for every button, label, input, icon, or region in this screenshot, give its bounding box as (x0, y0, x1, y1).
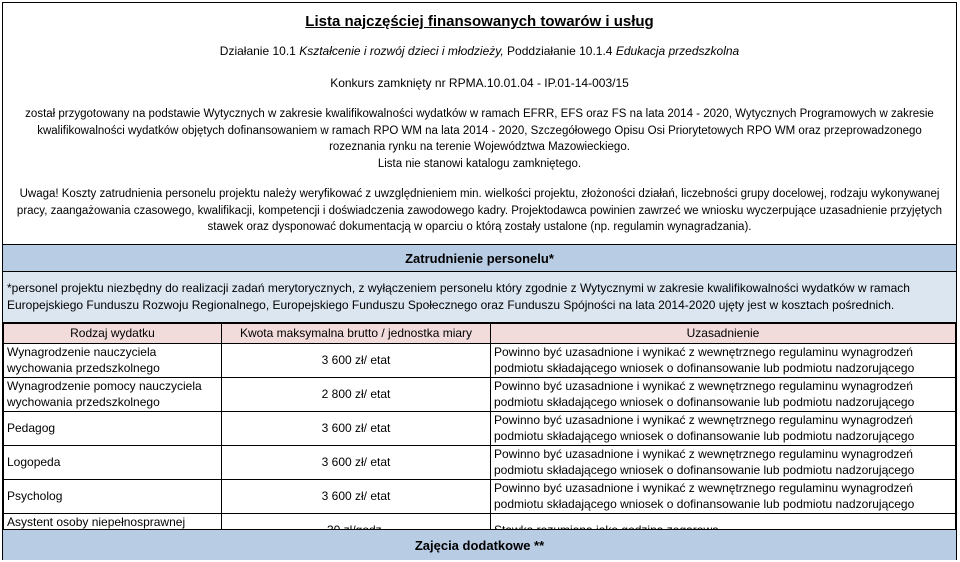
cell-type: Wynagrodzenie nauczyciela wychowania przedszkolnego (4, 344, 222, 378)
intro-text: został przygotowany na podstawie Wytycznych w zakresie kwalifikowalności wydatków w ramach EFRR, EFS oraz FS na lata 2014 - 2020, Wytycznych Programowych w zakresie kwalifikowalności wydatków objętych dofinansowaniem w ramach RPO WM na lata 2014 - 2020, Szczegółowego Opisu Osi Priorytetowych RPO WM oraz przeprowadzonego rozeznania rynku na terenie Województwa Mazowieckiego. (25, 108, 934, 153)
cell-type: Logopeda (4, 446, 222, 480)
submeasure-prefix: Poddziałanie 10.1.4 (507, 44, 613, 58)
cost-table (3, 323, 956, 548)
column-header: Uzasadnienie (491, 324, 956, 344)
cell-reason: Powinno być uzasadnione i wynikać z wewnętrznego regulaminu wynagrodzeń podmiotu składającego wniosek o dofinansowanie lub podmiotu nadzorującego (491, 412, 956, 446)
table-row (4, 412, 956, 446)
cell-amount: 2 800 zł/ etat (222, 378, 491, 412)
submeasure-name: Edukacja przedszkolna (615, 44, 740, 58)
document-title: Lista najczęściej finansowanych towarów i usług (305, 13, 654, 30)
column-header: Rodzaj wydatku (4, 324, 222, 344)
cell-type: Wynagrodzenie pomocy nauczyciela wychowania przedszkolnego (4, 378, 222, 412)
measure-name: Kształcenie i rozwój dzieci i młodzieży, (299, 44, 504, 58)
cell-reason: Powinno być uzasadnione i wynikać z wewnętrznego regulaminu wynagrodzeń podmiotu składającego wniosek o dofinansowanie lub podmiotu nadzorującego (491, 344, 956, 378)
table-row (4, 446, 956, 480)
section-header-personnel: Zatrudnienie personelu* (3, 244, 956, 272)
measure-line (3, 43, 956, 59)
table-row (4, 378, 956, 412)
cell-reason: Powinno być uzasadnione i wynikać z wewnętrznego regulaminu wynagrodzeń podmiotu składającego wniosek o dofinansowanie lub podmiotu nadzorującego (491, 446, 956, 480)
cell-amount: 3 600 zł/ etat (222, 412, 491, 446)
intro-note: Lista nie stanowi katalogu zamkniętego. (377, 157, 582, 170)
cell-reason: Powinno być uzasadnione i wynikać z wewnętrznego regulaminu wynagrodzeń podmiotu składającego wniosek o dofinansowanie lub podmiotu nadzorującego (491, 378, 956, 412)
cell-type: Pedagog (4, 412, 222, 446)
table-row (4, 344, 956, 378)
document-sheet (2, 2, 957, 560)
cell-type: Asystent osoby niepełnosprawnej (4, 514, 222, 548)
warning-paragraph: Uwaga! Koszty zatrudnienia personelu projektu należy weryfikować z uwzględnieniem min. wielkości projektu, złożoności działań, liczebności grupy docelowej, rodzaju wykonywanej pracy, zaangażowania czasowego, kwalifikacji, kompetencji i doświadczenia zawodowego kadry. Projektodawca powinien zawrzeć we wniosku wyczerpujące uzasadnienie przyjętych stawek oraz dysponować dokumentacją w oparciu o którą zostały ustalone (np. regulamin wynagradzania). (16, 188, 943, 233)
cell-reason: Powinno być uzasadnione i wynikać z wewnętrznego regulaminu wynagrodzeń podmiotu składającego wniosek o dofinansowanie lub podmiotu nadzorującego (491, 480, 956, 514)
table-row (4, 480, 956, 514)
cell-amount: 3 600 zł/ etat (222, 446, 491, 480)
personnel-footnote: *personel projektu niezbędny do realizacji zadań merytorycznych, z wyłączeniem personelu który zgodnie z Wytycznymi w zakresie kwalifikowalności wydatków w ramach Europejskiego Funduszu Rozwoju Regionalnego, Europejskiego Funduszu Społecznego oraz Funduszu Spójności na lata 2014-2020 ujęty jest w kosztach pośrednich. (3, 272, 956, 323)
measure-prefix: Działanie 10.1 (219, 44, 296, 58)
competition-number: Konkurs zamknięty nr RPMA.10.01.04 - IP.01-14-003/15 (330, 76, 629, 90)
section-header-extra-classes: Zajęcia dodatkowe ** (3, 529, 956, 560)
column-header: Kwota maksymalna brutto / jednostka miary (222, 324, 491, 344)
table-header-row (4, 324, 956, 344)
cell-amount: 3 600 zł/ etat (222, 480, 491, 514)
intro-paragraph (3, 106, 956, 172)
cell-type: Psycholog (4, 480, 222, 514)
cell-amount: 3 600 zł/ etat (222, 344, 491, 378)
